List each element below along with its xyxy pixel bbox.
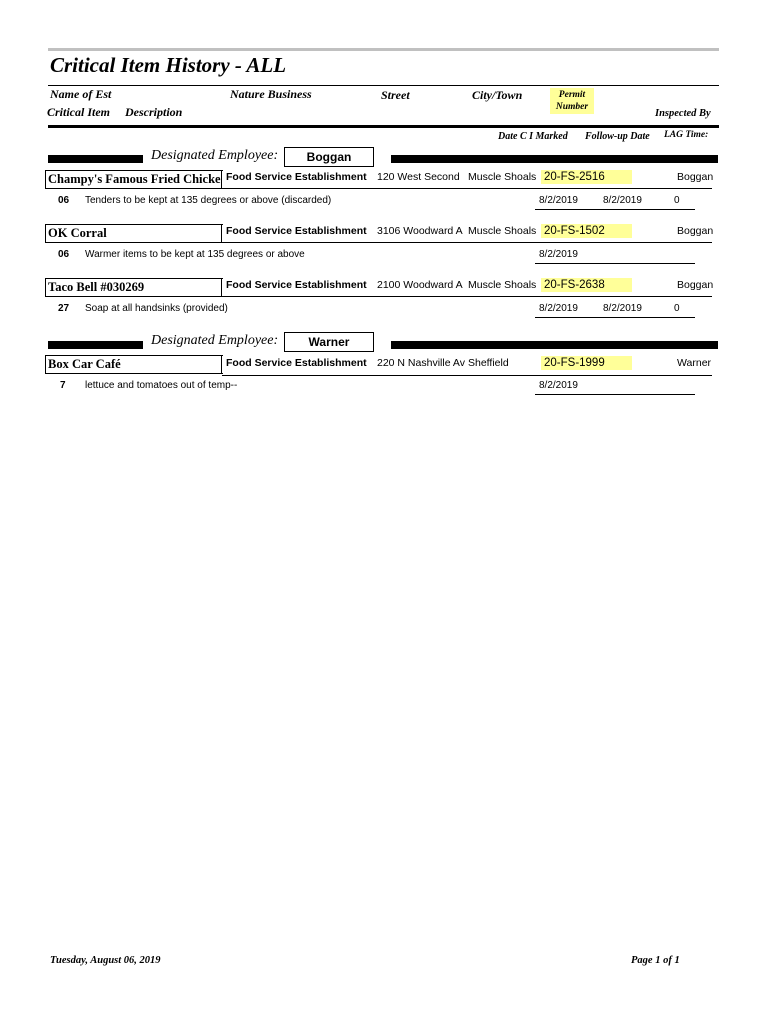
- date-marked: 8/2/2019: [539, 249, 578, 260]
- employee-name-box: Boggan: [284, 147, 374, 167]
- header-date-marked: Date C I Marked: [498, 131, 568, 142]
- header-description: Description: [125, 105, 183, 119]
- permit-number: 20-FS-1502: [541, 224, 632, 238]
- nature-business: Food Service Establishment: [226, 225, 367, 237]
- item-rule: [535, 263, 695, 264]
- header-lag-time: LAG Time:: [664, 130, 709, 140]
- group-bar-right: [391, 155, 718, 163]
- employee-name-box: Warner: [284, 332, 374, 352]
- inspector: Boggan: [677, 225, 714, 237]
- header-nature-business: Nature Business: [230, 87, 312, 101]
- header-critical-item: Critical Item: [47, 105, 110, 119]
- city: Muscle Shoals: [468, 225, 537, 237]
- permit-number: 20-FS-2638: [541, 278, 632, 292]
- date-marked: 8/2/2019: [539, 303, 578, 314]
- date-marked: 8/2/2019: [539, 380, 578, 391]
- city: Muscle Shoals: [468, 279, 537, 291]
- establishment-name: Taco Bell #030269: [45, 278, 223, 297]
- street: 220 N Nashville Av: [377, 357, 465, 369]
- est-box-divider: [221, 278, 222, 297]
- designated-employee-label: Designated Employee:: [151, 148, 279, 163]
- header-city-town: City/Town: [472, 88, 523, 102]
- followup-date: 8/2/2019: [603, 195, 642, 206]
- row-rule: [222, 188, 712, 189]
- item-code: 06: [58, 249, 70, 260]
- city: Muscle Shoals: [468, 171, 537, 183]
- header-name-of-est: Name of Est: [50, 87, 112, 101]
- item-description: Tenders to be kept at 135 degrees or above (discarded): [85, 195, 332, 206]
- title-rule: [48, 85, 719, 86]
- header-inspected-by: Inspected By: [655, 108, 711, 119]
- nature-business: Food Service Establishment: [226, 357, 367, 369]
- lag-time: 0: [674, 303, 680, 314]
- header-followup-date: Follow-up Date: [585, 131, 650, 142]
- nature-business: Food Service Establishment: [226, 279, 367, 291]
- item-rule: [535, 317, 695, 318]
- establishment-name: Champy's Famous Fried Chicke: [45, 170, 223, 189]
- item-description: Soap at all handsinks (provided): [85, 303, 228, 314]
- est-box-divider: [221, 224, 222, 243]
- group-bar-left: [48, 341, 143, 349]
- item-description: Warmer items to be kept at 135 degrees or above: [85, 249, 305, 260]
- footer-date: Tuesday, August 06, 2019: [50, 955, 161, 966]
- permit-number: 20-FS-1999: [541, 356, 632, 370]
- designated-employee-label: Designated Employee:: [151, 333, 279, 348]
- row-rule: [222, 296, 712, 297]
- followup-date: 8/2/2019: [603, 303, 642, 314]
- item-rule: [535, 209, 695, 210]
- item-code: 06: [58, 195, 70, 206]
- inspector: Boggan: [677, 279, 714, 291]
- nature-business: Food Service Establishment: [226, 171, 367, 183]
- item-rule: [535, 394, 695, 395]
- permit-number: 20-FS-2516: [541, 170, 632, 184]
- row-rule: [222, 242, 712, 243]
- city: Sheffield: [468, 357, 509, 369]
- row-rule: [222, 375, 712, 376]
- footer-page-number: Page 1 of 1: [631, 955, 680, 966]
- establishment-name: Box Car Café: [45, 355, 223, 374]
- group-bar-left: [48, 155, 143, 163]
- establishment-name: OK Corral: [45, 224, 223, 243]
- street: 120 West Second: [377, 171, 460, 183]
- item-description: lettuce and tomatoes out of temp--: [85, 380, 238, 391]
- inspector: Boggan: [677, 171, 714, 183]
- inspector: Warner: [677, 357, 712, 369]
- top-rule: [48, 48, 719, 51]
- street: 3106 Woodward A: [377, 225, 463, 237]
- report-title: Critical Item History - ALL: [50, 53, 287, 77]
- group-bar-right: [391, 341, 718, 349]
- item-code: 7: [60, 380, 66, 391]
- header-street: Street: [381, 88, 410, 102]
- header-rule: [48, 125, 719, 128]
- header-permit-number: Permit Number: [550, 88, 594, 114]
- item-code: 27: [58, 303, 70, 314]
- est-box-divider: [221, 170, 222, 189]
- lag-time: 0: [674, 195, 680, 206]
- est-box-divider: [221, 355, 222, 374]
- date-marked: 8/2/2019: [539, 195, 578, 206]
- street: 2100 Woodward A: [377, 279, 463, 291]
